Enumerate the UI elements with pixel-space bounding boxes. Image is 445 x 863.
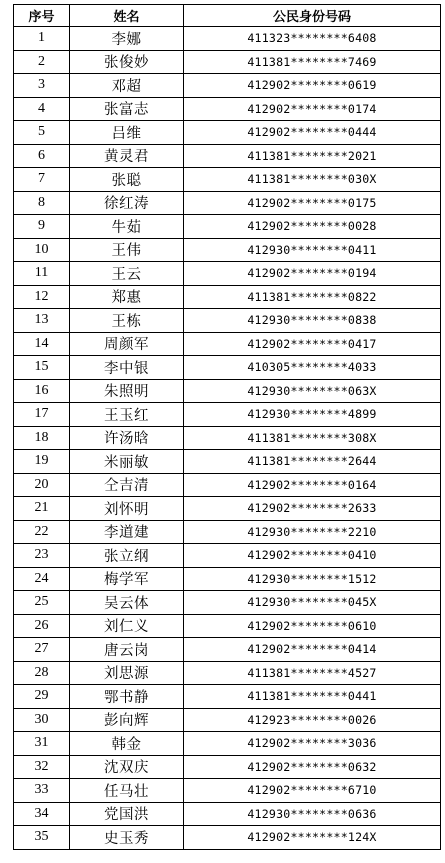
name-cell: 唐云岗 [70,638,184,662]
serial-number-cell: 3 [14,74,70,98]
table-row [14,356,441,380]
header-name: 姓名 [70,5,184,27]
name-cell: 牛茹 [70,215,184,239]
name-cell: 李道建 [70,520,184,544]
id-number-cell: 412902********0164 [184,473,441,497]
table-row [14,332,441,356]
table-row [14,262,441,286]
table-row [14,97,441,121]
name-cell: 徐红涛 [70,191,184,215]
name-cell: 王伟 [70,238,184,262]
serial-number-cell: 16 [14,379,70,403]
name-cell: 仝吉清 [70,473,184,497]
table-row [14,379,441,403]
table-row [14,74,441,98]
table-row [14,732,441,756]
table-row [14,473,441,497]
serial-number-cell: 1 [14,27,70,51]
name-cell: 周颜军 [70,332,184,356]
serial-number-cell: 29 [14,685,70,709]
id-number-cell: 412930********0411 [184,238,441,262]
serial-number-cell: 27 [14,638,70,662]
table-row [14,708,441,732]
table-row [14,50,441,74]
id-number-cell: 412902********0194 [184,262,441,286]
serial-number-cell: 6 [14,144,70,168]
table-row [14,826,441,850]
id-number-cell: 412902********0444 [184,121,441,145]
id-number-cell: 412902********0174 [184,97,441,121]
id-number-cell: 412902********0610 [184,614,441,638]
serial-number-cell: 12 [14,285,70,309]
serial-number-cell: 25 [14,591,70,615]
table-row [14,520,441,544]
id-number-cell: 411323********6408 [184,27,441,51]
table-row [14,309,441,333]
serial-number-cell: 15 [14,356,70,380]
serial-number-cell: 17 [14,403,70,427]
table-row [14,121,441,145]
name-cell: 黄灵君 [70,144,184,168]
id-number-cell: 412930********0838 [184,309,441,333]
serial-number-cell: 20 [14,473,70,497]
name-cell: 韩金 [70,732,184,756]
roster-table [13,4,441,850]
table-row [14,191,441,215]
name-cell: 李娜 [70,27,184,51]
serial-number-cell: 10 [14,238,70,262]
name-cell: 彭向辉 [70,708,184,732]
table-row [14,638,441,662]
id-number-cell: 412930********2210 [184,520,441,544]
id-number-cell: 411381********0822 [184,285,441,309]
id-number-cell: 412902********124X [184,826,441,850]
name-cell: 刘思源 [70,661,184,685]
name-cell: 许汤晗 [70,426,184,450]
table-body [14,27,441,850]
table-row [14,450,441,474]
name-cell: 朱照明 [70,379,184,403]
serial-number-cell: 11 [14,262,70,286]
name-cell: 刘怀明 [70,497,184,521]
name-cell: 吴云体 [70,591,184,615]
id-number-cell: 410305********4033 [184,356,441,380]
name-cell: 刘仁义 [70,614,184,638]
serial-number-cell: 5 [14,121,70,145]
table-row [14,497,441,521]
name-cell: 张富志 [70,97,184,121]
table-row [14,544,441,568]
serial-number-cell: 19 [14,450,70,474]
id-number-cell: 411381********030X [184,168,441,192]
serial-number-cell: 2 [14,50,70,74]
name-cell: 王云 [70,262,184,286]
name-cell: 沈双庆 [70,755,184,779]
name-cell: 王栋 [70,309,184,333]
id-number-cell: 411381********308X [184,426,441,450]
name-cell: 吕维 [70,121,184,145]
id-number-cell: 411381********2021 [184,144,441,168]
table-row [14,168,441,192]
table-row [14,591,441,615]
id-number-cell: 412902********0619 [184,74,441,98]
name-cell: 任马壮 [70,779,184,803]
table-row [14,802,441,826]
id-number-cell: 411381********7469 [184,50,441,74]
serial-number-cell: 26 [14,614,70,638]
serial-number-cell: 8 [14,191,70,215]
name-cell: 史玉秀 [70,826,184,850]
id-number-cell: 412902********2633 [184,497,441,521]
id-number-cell: 412930********045X [184,591,441,615]
serial-number-cell: 23 [14,544,70,568]
serial-number-cell: 31 [14,732,70,756]
header-row [14,5,441,27]
serial-number-cell: 7 [14,168,70,192]
name-cell: 张俊妙 [70,50,184,74]
serial-number-cell: 18 [14,426,70,450]
id-number-cell: 412902********0175 [184,191,441,215]
name-cell: 邓超 [70,74,184,98]
id-number-cell: 412902********0414 [184,638,441,662]
table-row [14,285,441,309]
table-row [14,144,441,168]
id-number-cell: 412902********3036 [184,732,441,756]
table-row [14,779,441,803]
table-row [14,27,441,51]
id-number-cell: 412902********6710 [184,779,441,803]
name-cell: 王玉红 [70,403,184,427]
table-row [14,403,441,427]
id-number-cell: 412902********0028 [184,215,441,239]
table-row [14,614,441,638]
name-cell: 党国洪 [70,802,184,826]
serial-number-cell: 13 [14,309,70,333]
serial-number-cell: 21 [14,497,70,521]
serial-number-cell: 24 [14,567,70,591]
id-number-cell: 412923********0026 [184,708,441,732]
id-number-cell: 412902********0410 [184,544,441,568]
serial-number-cell: 14 [14,332,70,356]
id-number-cell: 412902********0417 [184,332,441,356]
id-number-cell: 411381********0441 [184,685,441,709]
serial-number-cell: 22 [14,520,70,544]
id-number-cell: 411381********4527 [184,661,441,685]
serial-number-cell: 32 [14,755,70,779]
name-cell: 米丽敏 [70,450,184,474]
name-cell: 李中银 [70,356,184,380]
name-cell: 张立纲 [70,544,184,568]
id-number-cell: 412930********1512 [184,567,441,591]
table-row [14,567,441,591]
table-row [14,685,441,709]
table-row [14,661,441,685]
table-row [14,215,441,239]
serial-number-cell: 35 [14,826,70,850]
header-serial-number: 序号 [14,5,70,27]
serial-number-cell: 28 [14,661,70,685]
serial-number-cell: 30 [14,708,70,732]
serial-number-cell: 4 [14,97,70,121]
name-cell: 郑惠 [70,285,184,309]
serial-number-cell: 9 [14,215,70,239]
id-number-cell: 412930********063X [184,379,441,403]
serial-number-cell: 34 [14,802,70,826]
name-cell: 张聪 [70,168,184,192]
id-number-cell: 412930********0636 [184,802,441,826]
header-id-number: 公民身份号码 [184,5,441,27]
id-number-cell: 412902********0632 [184,755,441,779]
table-row [14,238,441,262]
table-row [14,426,441,450]
serial-number-cell: 33 [14,779,70,803]
id-number-cell: 411381********2644 [184,450,441,474]
id-number-cell: 412930********4899 [184,403,441,427]
name-cell: 鄂书静 [70,685,184,709]
name-cell: 梅学军 [70,567,184,591]
table-row [14,755,441,779]
